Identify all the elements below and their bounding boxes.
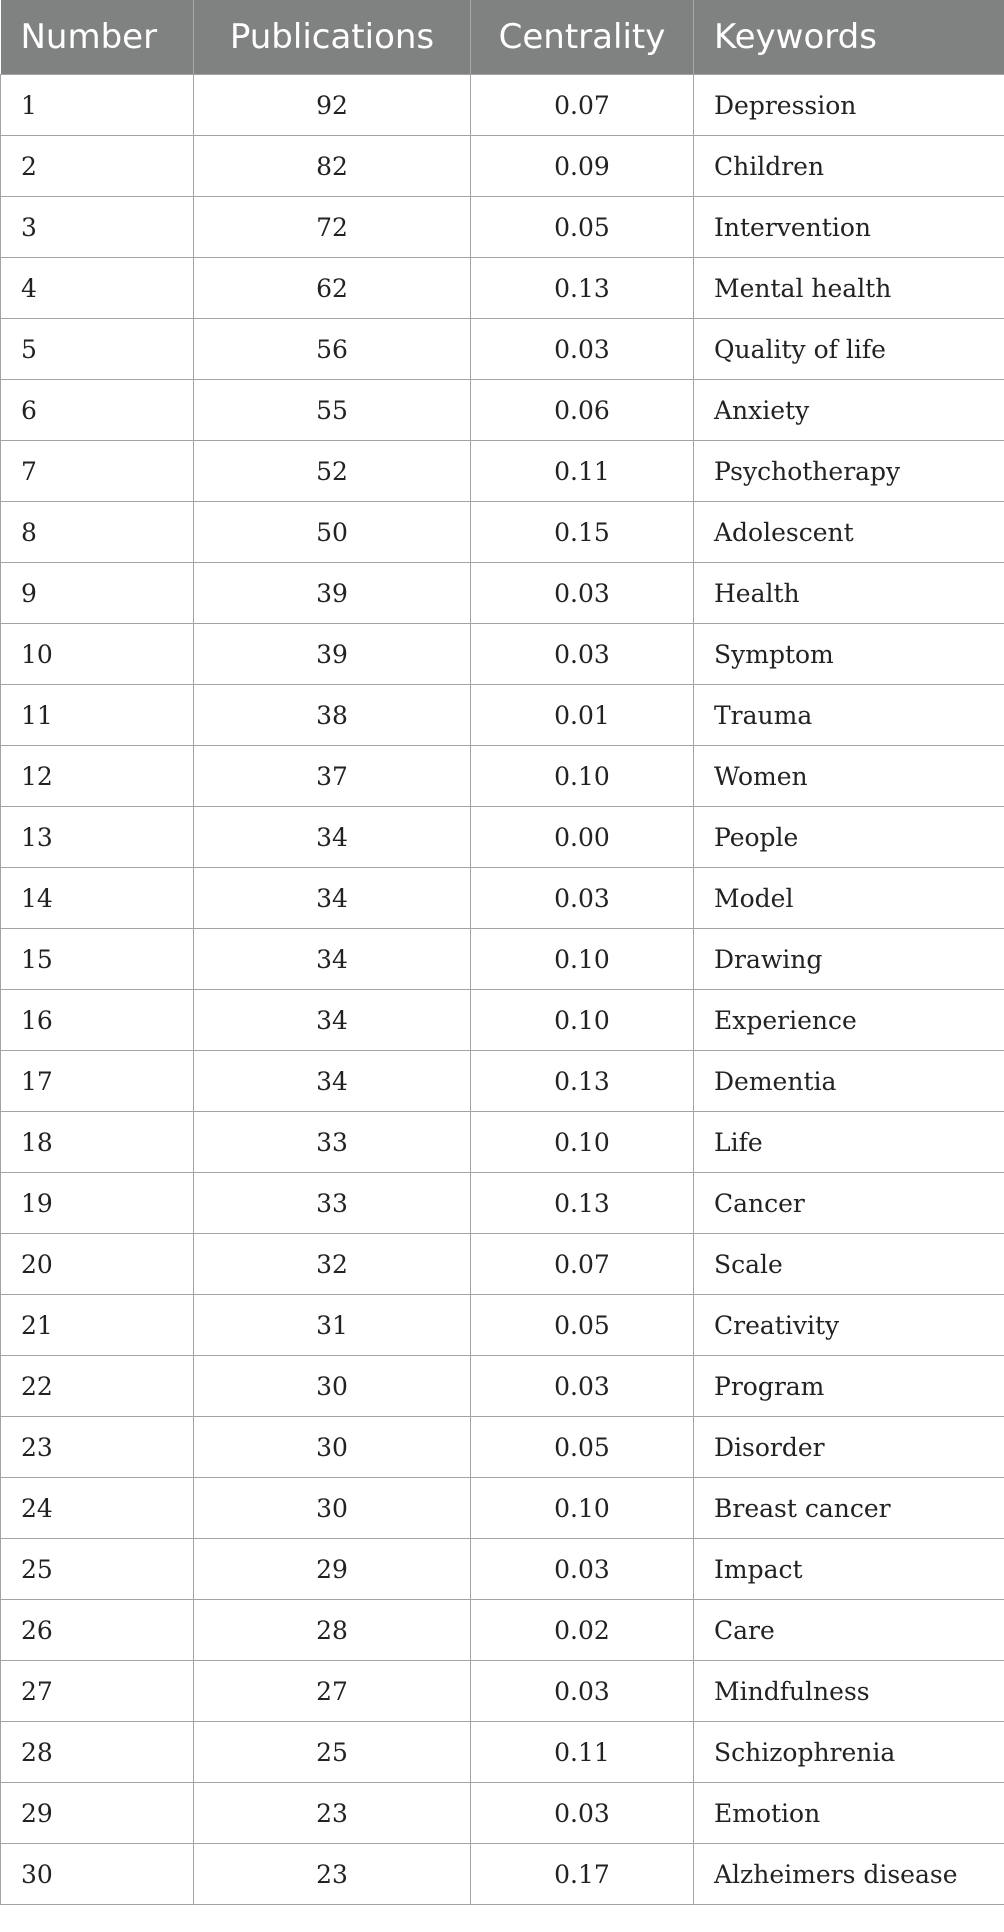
header-publications: Publications <box>194 0 471 75</box>
cell-centrality: 0.10 <box>471 990 694 1051</box>
cell-keyword: Mental health <box>694 258 1004 319</box>
cell-publications: 33 <box>194 1112 471 1173</box>
cell-publications: 37 <box>194 746 471 807</box>
header-keywords: Keywords <box>694 0 1004 75</box>
cell-number: 6 <box>1 380 194 441</box>
cell-keyword: Quality of life <box>694 319 1004 380</box>
cell-centrality: 0.03 <box>471 563 694 624</box>
cell-number: 14 <box>1 868 194 929</box>
cell-publications: 30 <box>194 1478 471 1539</box>
cell-centrality: 0.11 <box>471 441 694 502</box>
cell-number: 26 <box>1 1600 194 1661</box>
table-header <box>1 0 1004 75</box>
cell-centrality: 0.11 <box>471 1722 694 1783</box>
table-row <box>1 1539 1004 1600</box>
cell-number: 20 <box>1 1234 194 1295</box>
cell-keyword: Model <box>694 868 1004 929</box>
table-row <box>1 1112 1004 1173</box>
cell-publications: 52 <box>194 441 471 502</box>
cell-centrality: 0.03 <box>471 1783 694 1844</box>
table-row <box>1 563 1004 624</box>
cell-centrality: 0.07 <box>471 1234 694 1295</box>
cell-publications: 30 <box>194 1417 471 1478</box>
cell-publications: 82 <box>194 136 471 197</box>
cell-keyword: Psychotherapy <box>694 441 1004 502</box>
header-row <box>1 0 1004 75</box>
cell-publications: 23 <box>194 1844 471 1905</box>
cell-centrality: 0.10 <box>471 746 694 807</box>
table-row <box>1 258 1004 319</box>
cell-number: 5 <box>1 319 194 380</box>
cell-number: 30 <box>1 1844 194 1905</box>
cell-centrality: 0.05 <box>471 1417 694 1478</box>
cell-keyword: Scale <box>694 1234 1004 1295</box>
cell-centrality: 0.03 <box>471 1661 694 1722</box>
cell-number: 29 <box>1 1783 194 1844</box>
cell-number: 7 <box>1 441 194 502</box>
cell-publications: 29 <box>194 1539 471 1600</box>
table-row <box>1 929 1004 990</box>
table-row <box>1 1478 1004 1539</box>
cell-keyword: Impact <box>694 1539 1004 1600</box>
cell-keyword: Anxiety <box>694 380 1004 441</box>
table-row <box>1 441 1004 502</box>
table-row <box>1 1173 1004 1234</box>
cell-number: 21 <box>1 1295 194 1356</box>
table-row <box>1 1600 1004 1661</box>
cell-keyword: Mindfulness <box>694 1661 1004 1722</box>
header-centrality: Centrality <box>471 0 694 75</box>
cell-centrality: 0.13 <box>471 1173 694 1234</box>
table-row <box>1 1051 1004 1112</box>
table-row <box>1 502 1004 563</box>
cell-publications: 30 <box>194 1356 471 1417</box>
cell-publications: 27 <box>194 1661 471 1722</box>
table-row <box>1 807 1004 868</box>
cell-centrality: 0.00 <box>471 807 694 868</box>
cell-keyword: Disorder <box>694 1417 1004 1478</box>
cell-keyword: Program <box>694 1356 1004 1417</box>
cell-keyword: Breast cancer <box>694 1478 1004 1539</box>
cell-number: 25 <box>1 1539 194 1600</box>
cell-number: 17 <box>1 1051 194 1112</box>
cell-publications: 33 <box>194 1173 471 1234</box>
cell-publications: 23 <box>194 1783 471 1844</box>
cell-number: 15 <box>1 929 194 990</box>
cell-centrality: 0.10 <box>471 1112 694 1173</box>
table-row <box>1 1295 1004 1356</box>
cell-number: 8 <box>1 502 194 563</box>
cell-centrality: 0.10 <box>471 1478 694 1539</box>
cell-publications: 72 <box>194 197 471 258</box>
cell-centrality: 0.03 <box>471 319 694 380</box>
cell-number: 28 <box>1 1722 194 1783</box>
table-row <box>1 319 1004 380</box>
table-row <box>1 1783 1004 1844</box>
table-row <box>1 1844 1004 1905</box>
cell-centrality: 0.01 <box>471 685 694 746</box>
cell-centrality: 0.03 <box>471 868 694 929</box>
cell-publications: 32 <box>194 1234 471 1295</box>
cell-keyword: Health <box>694 563 1004 624</box>
cell-number: 19 <box>1 1173 194 1234</box>
table-row <box>1 624 1004 685</box>
cell-publications: 38 <box>194 685 471 746</box>
cell-publications: 92 <box>194 75 471 136</box>
cell-keyword: Adolescent <box>694 502 1004 563</box>
cell-centrality: 0.03 <box>471 1539 694 1600</box>
cell-keyword: Drawing <box>694 929 1004 990</box>
cell-publications: 34 <box>194 868 471 929</box>
cell-publications: 34 <box>194 1051 471 1112</box>
cell-keyword: Emotion <box>694 1783 1004 1844</box>
cell-keyword: Intervention <box>694 197 1004 258</box>
cell-publications: 34 <box>194 990 471 1051</box>
cell-centrality: 0.06 <box>471 380 694 441</box>
cell-number: 27 <box>1 1661 194 1722</box>
cell-number: 22 <box>1 1356 194 1417</box>
cell-number: 11 <box>1 685 194 746</box>
cell-keyword: Life <box>694 1112 1004 1173</box>
cell-number: 16 <box>1 990 194 1051</box>
cell-centrality: 0.13 <box>471 258 694 319</box>
cell-number: 3 <box>1 197 194 258</box>
cell-publications: 55 <box>194 380 471 441</box>
table-row <box>1 1661 1004 1722</box>
cell-centrality: 0.05 <box>471 1295 694 1356</box>
cell-centrality: 0.17 <box>471 1844 694 1905</box>
cell-keyword: People <box>694 807 1004 868</box>
header-number: Number <box>1 0 194 75</box>
table-row <box>1 136 1004 197</box>
cell-keyword: Cancer <box>694 1173 1004 1234</box>
table-row <box>1 75 1004 136</box>
cell-number: 10 <box>1 624 194 685</box>
cell-centrality: 0.13 <box>471 1051 694 1112</box>
cell-centrality: 0.03 <box>471 624 694 685</box>
table-row <box>1 1356 1004 1417</box>
table-row <box>1 990 1004 1051</box>
cell-keyword: Symptom <box>694 624 1004 685</box>
cell-number: 4 <box>1 258 194 319</box>
cell-centrality: 0.09 <box>471 136 694 197</box>
table-row <box>1 685 1004 746</box>
cell-number: 13 <box>1 807 194 868</box>
cell-publications: 39 <box>194 624 471 685</box>
cell-keyword: Schizophrenia <box>694 1722 1004 1783</box>
cell-centrality: 0.05 <box>471 197 694 258</box>
table-row <box>1 197 1004 258</box>
cell-centrality: 0.15 <box>471 502 694 563</box>
table-row <box>1 1234 1004 1295</box>
cell-publications: 62 <box>194 258 471 319</box>
cell-keyword: Experience <box>694 990 1004 1051</box>
table-row <box>1 380 1004 441</box>
cell-number: 9 <box>1 563 194 624</box>
cell-publications: 56 <box>194 319 471 380</box>
cell-keyword: Trauma <box>694 685 1004 746</box>
cell-keyword: Dementia <box>694 1051 1004 1112</box>
table-row <box>1 1417 1004 1478</box>
table-row <box>1 1722 1004 1783</box>
table-row <box>1 746 1004 807</box>
cell-number: 23 <box>1 1417 194 1478</box>
cell-number: 2 <box>1 136 194 197</box>
cell-keyword: Alzheimers disease <box>694 1844 1004 1905</box>
cell-publications: 25 <box>194 1722 471 1783</box>
cell-publications: 31 <box>194 1295 471 1356</box>
cell-publications: 39 <box>194 563 471 624</box>
table-row <box>1 868 1004 929</box>
cell-keyword: Depression <box>694 75 1004 136</box>
cell-publications: 28 <box>194 1600 471 1661</box>
cell-centrality: 0.07 <box>471 75 694 136</box>
cell-centrality: 0.02 <box>471 1600 694 1661</box>
cell-number: 12 <box>1 746 194 807</box>
cell-publications: 50 <box>194 502 471 563</box>
cell-publications: 34 <box>194 807 471 868</box>
cell-number: 24 <box>1 1478 194 1539</box>
cell-centrality: 0.03 <box>471 1356 694 1417</box>
cell-keyword: Creativity <box>694 1295 1004 1356</box>
cell-keyword: Children <box>694 136 1004 197</box>
cell-keyword: Care <box>694 1600 1004 1661</box>
cell-number: 1 <box>1 75 194 136</box>
cell-centrality: 0.10 <box>471 929 694 990</box>
cell-publications: 34 <box>194 929 471 990</box>
cell-keyword: Women <box>694 746 1004 807</box>
table-body <box>1 75 1004 1905</box>
cell-number: 18 <box>1 1112 194 1173</box>
